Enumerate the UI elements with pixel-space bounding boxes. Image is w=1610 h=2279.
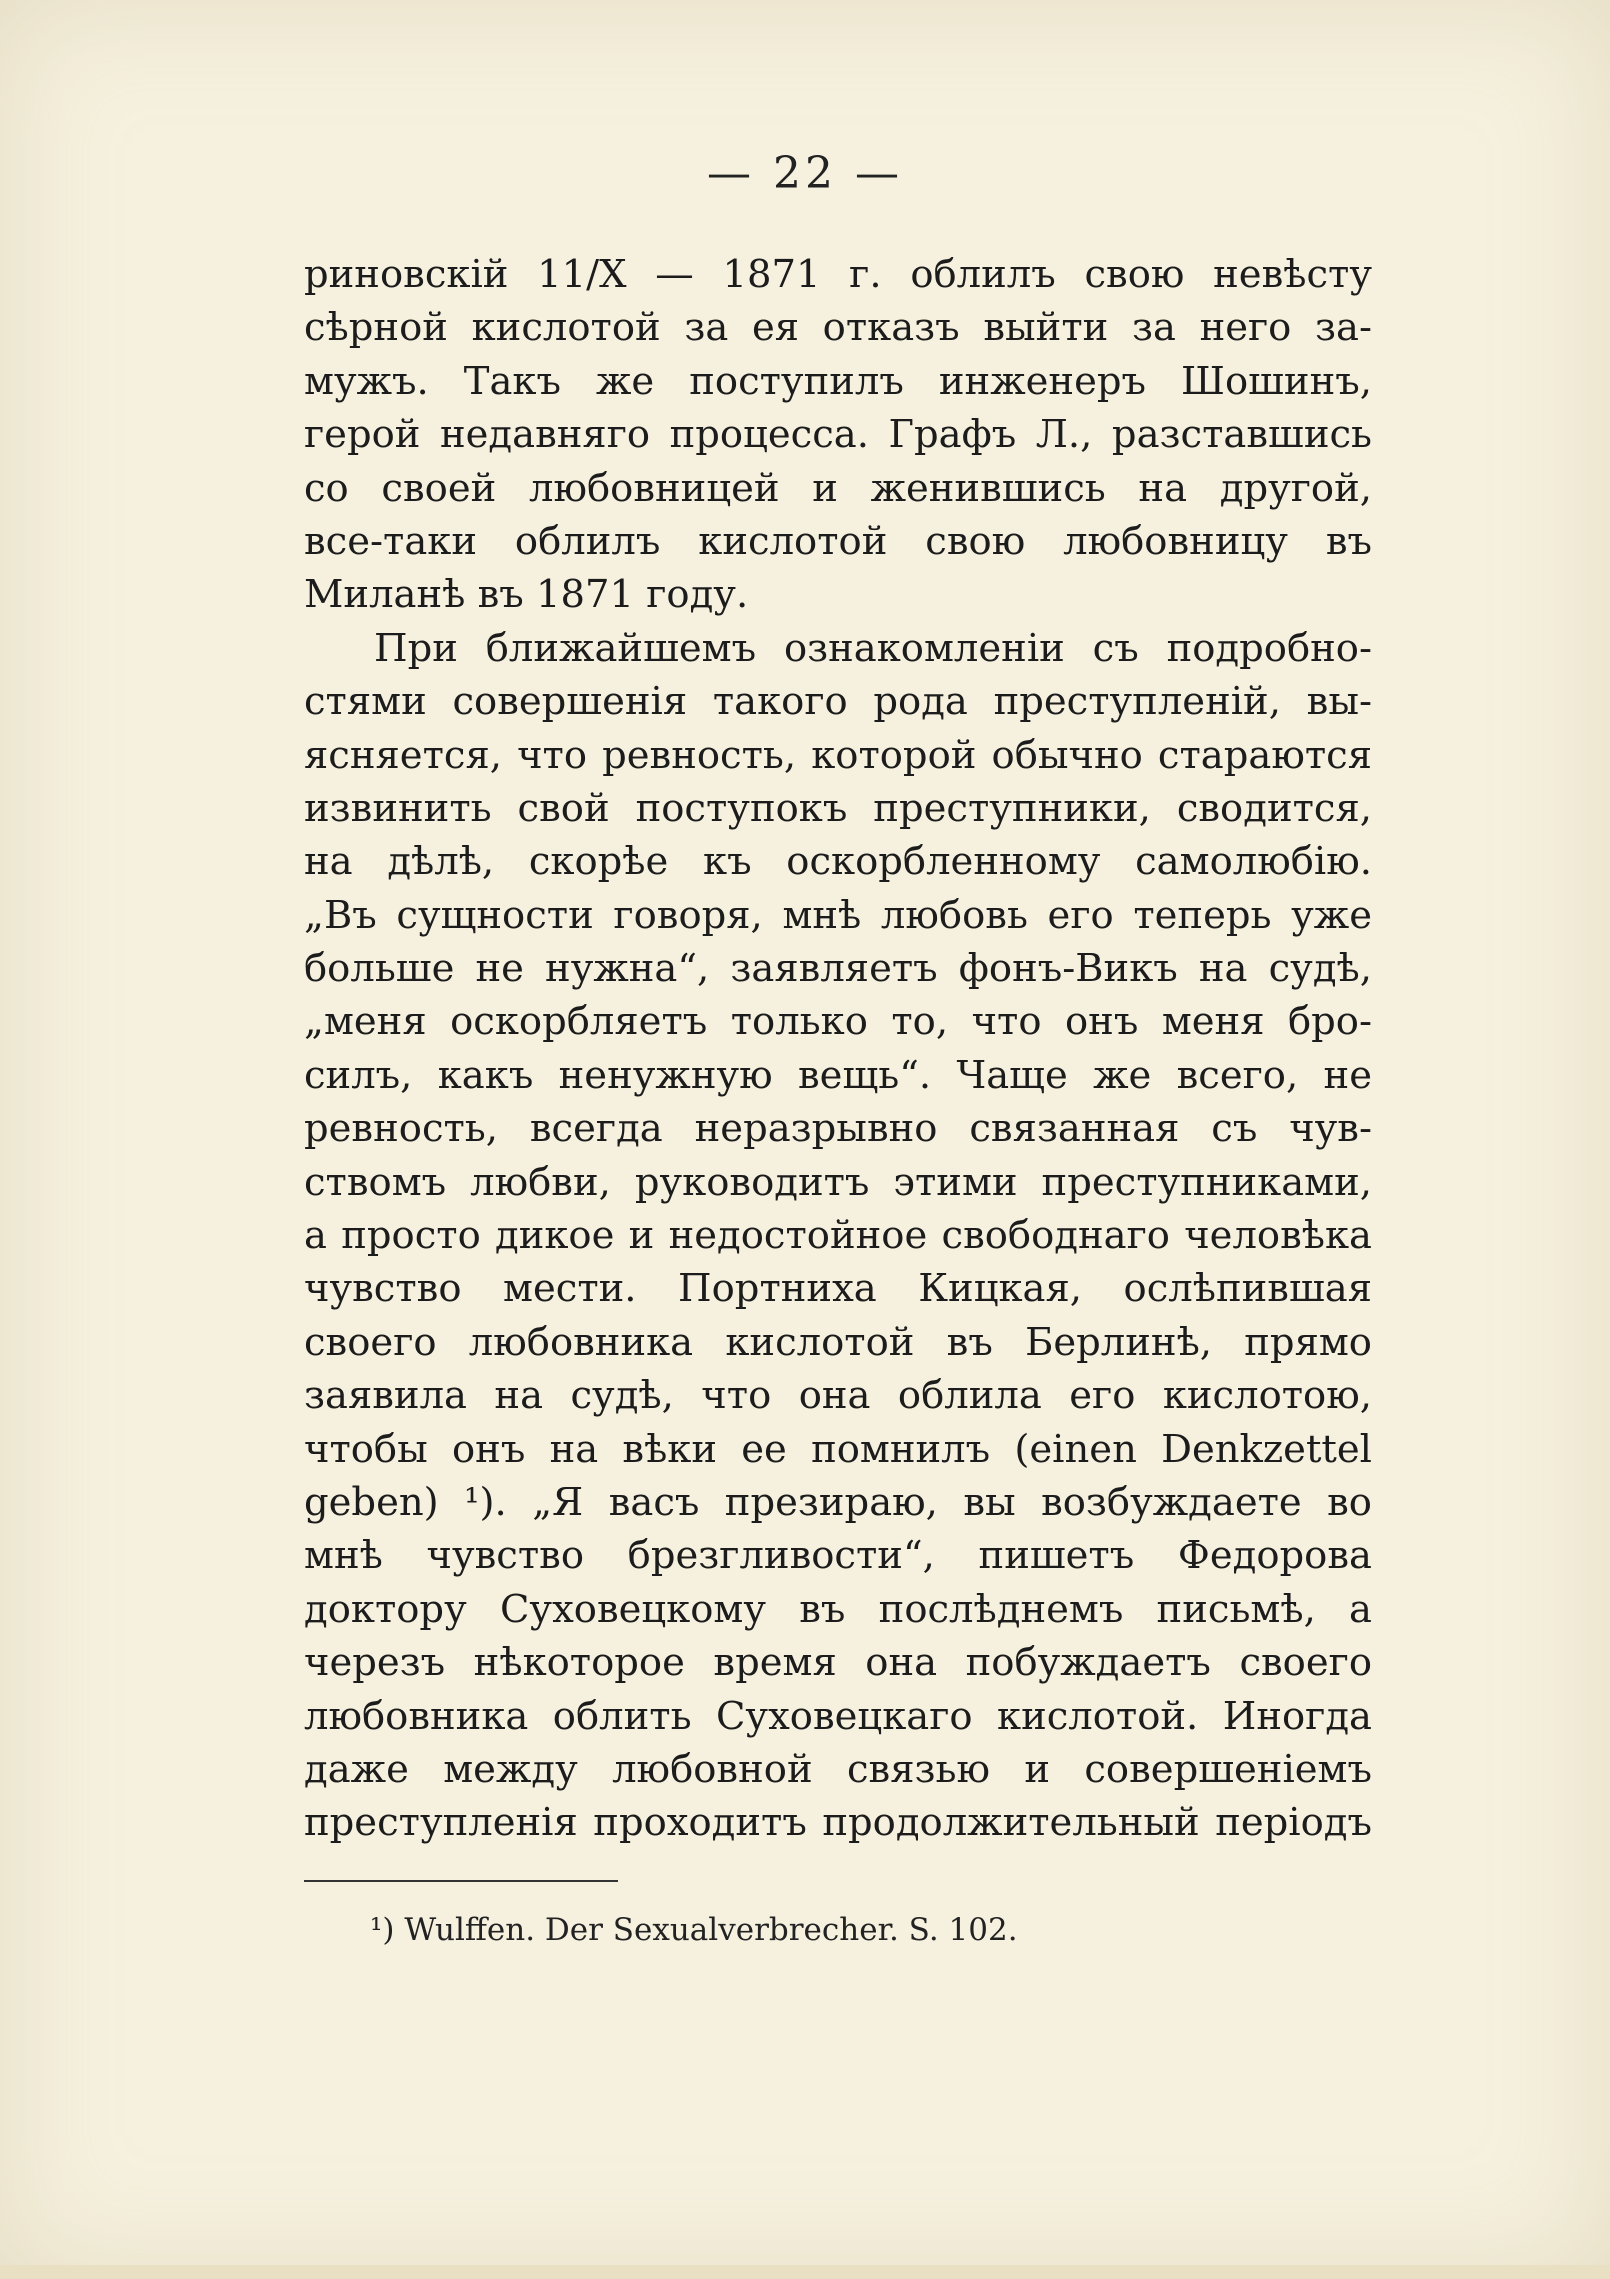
text-line: стями совершенія такого рода преступленій, вы- (304, 679, 1372, 725)
text-line: „меня оскорбляетъ только то, что онъ меня бро- (304, 999, 1372, 1045)
text-line: ствомъ любви, руководитъ этими преступниками, (304, 1159, 1372, 1205)
text-line: Миланѣ въ 1871 году. (304, 572, 749, 618)
text-line: geben) ¹). „Я васъ презираю, вы возбуждаете во (304, 1479, 1372, 1525)
text-line: чтобы онъ на вѣки ее помнилъ (einen Denkzettel (304, 1426, 1372, 1472)
text-line: доктору Суховецкому въ послѣднемъ письмѣ, а (304, 1586, 1372, 1632)
text-line: ясняется, что ревность, которой обычно стараются (304, 732, 1372, 778)
text-line: своего любовника кислотой въ Берлинѣ, прямо (304, 1319, 1372, 1365)
body-text (304, 248, 1372, 1850)
text-line: извинить свой поступокъ преступники, сводится, (304, 785, 1372, 831)
page-edge (0, 2265, 1610, 2279)
text-line: ревность, всегда неразрывно связанная съ чув- (304, 1106, 1372, 1152)
text-line: мужъ. Такъ же поступилъ инженеръ Шошинъ, (304, 358, 1372, 404)
footnote-divider (304, 1880, 618, 1882)
text-line: силъ, какъ ненужную вещь“. Чаще же всего, не (304, 1052, 1372, 1098)
text-line: мнѣ чувство брезгливости“, пишетъ Федорова (304, 1533, 1372, 1579)
text-line: больше не нужна“, заявляетъ фонъ-Викъ на судѣ, (304, 946, 1372, 992)
text-line: чувство мести. Портниха Кицкая, ослѣпившая (304, 1266, 1372, 1312)
footnote: ¹) Wulffen. Der Sexualverbrecher. S. 102. (370, 1912, 1018, 1948)
text-line: сѣрной кислотой за ея отказъ выйти за него за- (304, 305, 1372, 351)
text-line: любовника облить Суховецкаго кислотой. Иногда (304, 1693, 1372, 1739)
text-line: герой недавняго процесса. Графъ Л., разставшись (304, 412, 1372, 458)
text-line: преступленія проходитъ продолжительный періодъ (304, 1800, 1372, 1846)
text-line: заявила на судѣ, что она облила его кислотою, (304, 1373, 1372, 1419)
text-line: со своей любовницей и женившись на другой, (304, 465, 1372, 511)
text-line: „Въ сущности говоря, мнѣ любовь его теперь уже (304, 892, 1372, 938)
text-line: на дѣлѣ, скорѣе къ оскорбленному самолюбію. (304, 839, 1372, 885)
text-line: все-таки облилъ кислотой свою любовницу въ (304, 518, 1372, 564)
text-line: а просто дикое и недостойное свободнаго человѣка (304, 1213, 1372, 1259)
text-line: даже между любовной связью и совершеніемъ (304, 1746, 1372, 1792)
text-line: риновскій 11/X — 1871 г. облилъ свою невѣсту (304, 252, 1372, 297)
text-line: черезъ нѣкоторое время она побуждаетъ своего (304, 1640, 1372, 1686)
text-line: При ближайшемъ ознакомленіи съ подробно- (374, 625, 1372, 671)
page-number: — 22 — (707, 148, 903, 199)
